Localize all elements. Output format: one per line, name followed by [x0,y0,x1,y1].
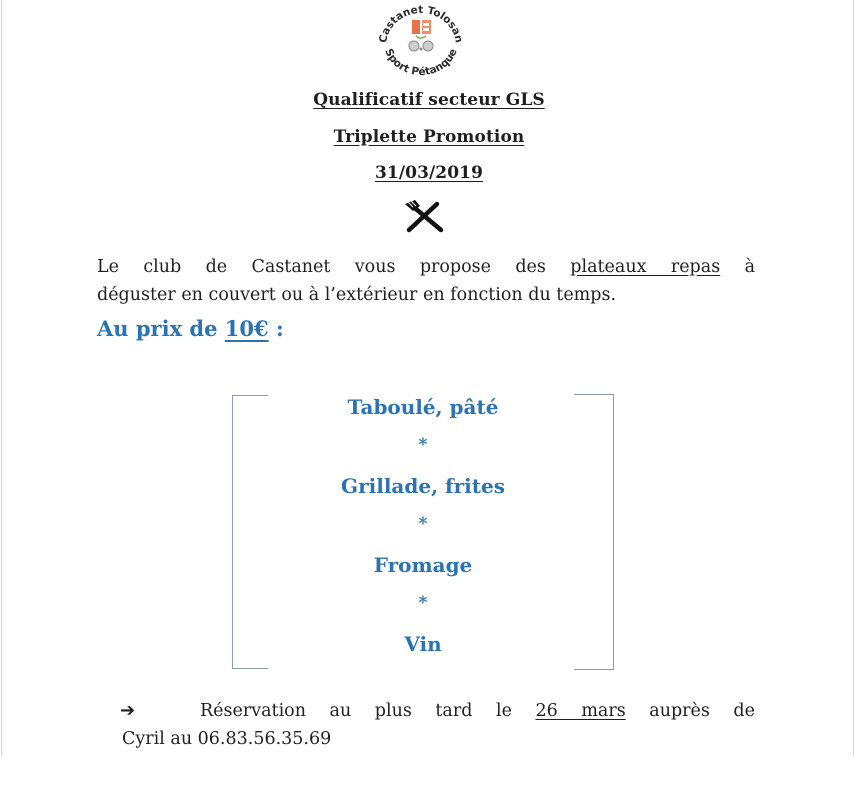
intro-text-end: à [744,257,755,277]
event-subtitle: Triplette Promotion [333,127,525,147]
fork-knife-icon [401,198,447,234]
intro-text: Le club de Castanet vous propose des [97,257,546,277]
price-amount: 10€ [224,316,269,341]
intro-paragraph [97,253,755,309]
reservation-deadline: 26 mars [535,701,626,721]
club-logo [362,2,480,76]
svg-text:Sport Pétanque [382,47,459,76]
price-label: Au prix de [97,316,218,341]
event-title: Qualificatif secteur GLS [313,90,545,110]
menu-separator: * [418,435,428,455]
menu-separator: * [418,514,428,534]
menu-item-main: Grillade, frites [341,474,505,498]
logo-bottom-text: Sport Pétanque [382,46,460,76]
menu-item-cheese: Fromage [373,553,473,577]
meal-trays-highlight: plateaux repas [570,257,721,277]
arrow-right-icon: ➔ [120,700,136,721]
reservation-contact: Cyril au 06.83.56.35.69 [122,729,332,749]
reservation-line-1 [200,697,755,725]
intro-line-2: déguster en couvert ou à l’extérieur en fonction du temps. [97,285,617,305]
menu-item-wine: Vin [404,632,442,656]
price-suffix: : [275,316,284,341]
logo-top-text: Castanet Tolosan [377,3,465,44]
reservation-text: Réservation au plus tard le [200,701,512,721]
menu-item-starter: Taboulé, pâté [347,395,499,419]
event-date: 31/03/2019 [374,163,484,183]
reservation-note [120,697,755,753]
intro-line-1 [97,253,755,281]
price-heading [97,316,284,341]
reservation-text-end: auprès de [649,701,755,721]
club-emblem-icon [362,2,480,76]
menu-separator: * [418,593,428,613]
